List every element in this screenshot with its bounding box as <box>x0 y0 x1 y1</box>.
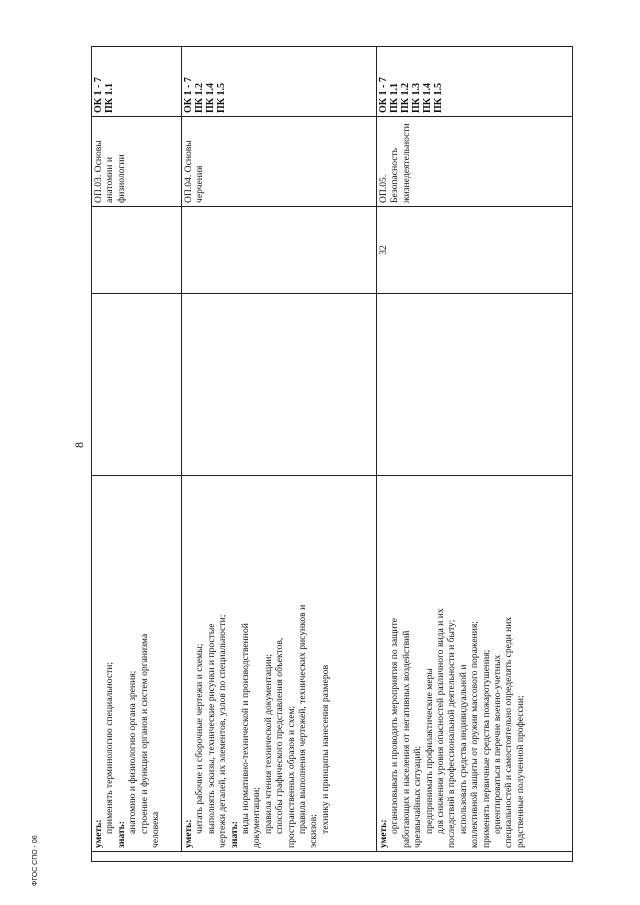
text-line: последствий в профессиональной деятельности и быту; <box>446 619 458 848</box>
text-line: правила выполнения чертежей, технических рисунков и <box>297 604 309 834</box>
competency-code: ПК 1.5 <box>433 82 444 113</box>
competencies-cell <box>377 47 573 117</box>
text-line: правила чтения технической документации; <box>262 653 274 834</box>
text-line: родственные полученной профессии; <box>514 695 526 848</box>
competency-code: ПК 1.5 <box>216 82 227 113</box>
text-line: применять первичные средства пожаротушения; <box>480 649 492 848</box>
empty-cell <box>92 294 182 476</box>
text-line: виды нормативно-технической и производственной <box>240 623 252 834</box>
competency-code: ПК 1.2 <box>194 82 205 113</box>
text-line: эскизов; <box>308 814 320 848</box>
text-line: применять терминологию специальности; <box>104 661 116 834</box>
text-line: специальностей и самостоятельно определять среди них <box>503 616 515 848</box>
competency-code: ПК 1.4 <box>422 82 433 113</box>
index-column <box>92 852 573 862</box>
curriculum-table <box>91 46 573 862</box>
section-heading: знать: <box>115 821 127 848</box>
text-line: предпринимать профилактические меры <box>423 668 435 834</box>
competency-code: ПК 1.1 <box>389 82 400 113</box>
text-line: читать рабочие и сборочные чертежи и схемы; <box>194 643 206 834</box>
discipline-cell: ОП.04. Основы черчения <box>182 117 377 207</box>
skills-knowledge-cell <box>92 476 182 852</box>
section-heading: уметь: <box>183 819 194 848</box>
text-line: ориентироваться в перечне военно-учетных <box>492 654 504 834</box>
text-line: коллективной защиты от оружия массового поражения; <box>469 621 481 848</box>
text-line: выполнять эскизы, технические рисунки и простые <box>205 623 217 834</box>
text-line: работающих и населения от негативных воздействий <box>400 630 412 848</box>
text-line: человека <box>150 811 162 848</box>
competency-code: ПК 1.2 <box>400 82 411 113</box>
competency-code: ОК 1 - 7 <box>378 77 389 113</box>
section-heading: знать: <box>228 821 240 848</box>
text-line: пространственных образов и схем; <box>285 705 297 848</box>
text-line: чертежи деталей, их элементов, узлов по специальности; <box>217 614 229 848</box>
table-row <box>92 47 182 862</box>
text-line: использовать средства индивидуальной и <box>457 664 469 834</box>
hours-cell <box>182 207 377 294</box>
text-line: способы графического представления объектов, <box>274 637 286 834</box>
competencies-cell <box>182 47 377 117</box>
text-line: строение и функции органов и систем организма <box>138 633 150 834</box>
competency-code: ОК 1 - 7 <box>183 77 194 113</box>
text-line: анатомию и физиологию органа зрения; <box>127 670 139 834</box>
rotated-table-wrapper <box>91 47 572 862</box>
discipline-cell: ОП.05. Безопасность жизнедеятельности <box>377 117 573 207</box>
table-row <box>182 47 377 862</box>
competencies-cell <box>92 47 182 117</box>
text-line: организовывать и проводить мероприятия по защите <box>389 617 401 834</box>
text-line: для снижения уровня опасностей различного вида и их <box>435 608 447 834</box>
text-line: документации; <box>251 787 263 848</box>
hours-cell: 32 <box>377 207 573 294</box>
competency-code: ПК 1.4 <box>205 82 216 113</box>
text-line: чрезвычайных ситуаций; <box>412 745 424 848</box>
discipline-cell: ОП.03. Основы анатомии и физиологии <box>92 117 182 207</box>
text-line: технику и принципы нанесения размеров <box>319 665 331 834</box>
empty-cell <box>377 294 573 476</box>
section-heading: уметь: <box>378 819 389 848</box>
competency-code: ОК 1 - 7 <box>93 77 104 113</box>
skills-knowledge-cell <box>377 476 573 852</box>
hours-cell <box>92 207 182 294</box>
empty-cell <box>182 294 377 476</box>
section-heading: уметь: <box>93 819 104 848</box>
skills-knowledge-cell <box>182 476 377 852</box>
table-row <box>377 47 573 862</box>
competency-code: ПК 1.3 <box>411 82 422 113</box>
competency-code: ПК 1.1 <box>104 82 115 113</box>
